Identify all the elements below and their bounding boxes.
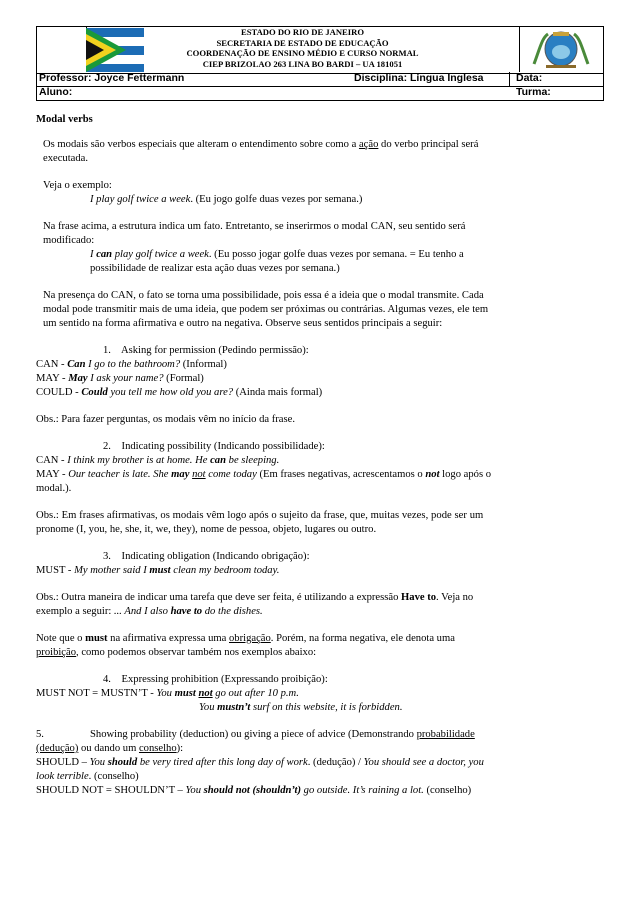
section-1-obs: Obs.: Para fazer perguntas, os modais vêm no início da frase. <box>36 414 295 425</box>
coat-of-arms-logo <box>526 28 596 70</box>
student-label: Aluno: <box>39 86 73 98</box>
example-1: I play golf twice a week. (Eu jogo golfe duas vezes por semana.) <box>90 194 363 205</box>
header-line-3: COORDENAÇÃO DE ENSINO MÉDIO E CURSO NORMAL <box>186 48 419 59</box>
section-3-obs-line-1: Obs.: Outra maneira de indicar uma tarefa que deve ser feita, é utilizando a expressão Have to. Veja no <box>36 592 474 603</box>
intro-paragraph-3-line-3: um sentido na forma afirmativa e outro na negativa. Observe seus sentidos principais a seguir: <box>43 318 443 329</box>
section-5-line-should-not: SHOULD NOT = SHOULDN’T – You should not (shouldn’t) go outside. It’s raining a lot. (conselho) <box>36 785 472 796</box>
class-label: Turma: <box>516 86 551 98</box>
section-1-line-could: COULD - Could you tell me how old you are? (Ainda mais formal) <box>36 387 323 398</box>
example-label: Veja o exemplo: <box>43 180 112 191</box>
intro-paragraph-3-line-2: modal pode transmitir mais de uma ideia, que podem ser próximas ou contrárias. Algumas vezes, ele tem <box>43 304 489 315</box>
header-divider-right <box>519 26 520 72</box>
section-3-heading: 3. Indicating obligation (Indicando obrigação): <box>103 551 310 562</box>
section-3-obs-line-2: exemplo a seguir: ... And I also have to do the dishes. <box>36 606 263 617</box>
section-2-obs-line-1: Obs.: Em frases afirmativas, os modais vêm logo após o sujeito da frase, que, muitas vezes, pode ser um <box>36 510 484 521</box>
section-2-line-can: CAN - I think my brother is at home. He can be sleeping. <box>36 455 280 466</box>
section-3-line-must: MUST - My mother said I must clean my bedroom today. <box>36 565 280 576</box>
section-5-line-should-2: look terrible. (conselho) <box>36 771 139 782</box>
section-4-heading: 4. Expressing prohibition (Expressando proibição): <box>103 674 328 685</box>
intro-paragraph-1-line-1: Os modais são verbos especiais que alteram o entendimento sobre como a ação do verbo principal será <box>43 139 479 150</box>
discipline-label: Disciplina: Língua Inglesa <box>354 72 484 84</box>
section-3-note-line-2: proibição, como podemos observar também nos exemplos abaixo: <box>36 647 317 658</box>
section-2-obs-line-2: pronome (I, you, he, she, it, we, they), nome de pessoa, objeto, lugares ou outro. <box>36 524 377 535</box>
section-5-line-should: SHOULD – You should be very tired after this long day of work. (dedução) / You should see a doctor, you <box>36 757 484 768</box>
intro-paragraph-2-line-1: Na frase acima, a estrutura indica um fato. Entretanto, se inserirmos o modal CAN, seu sentido será <box>43 221 466 232</box>
section-5-heading-line-1: Showing probability (deduction) ou giving a piece of advice (Demonstrando probabilidade <box>90 729 475 740</box>
date-label: Data: <box>516 72 543 84</box>
example-2-line-2: possibilidade de realizar esta ação duas vezes por semana.) <box>90 263 340 274</box>
section-3-note-line-1: Note que o must na afirmativa expressa uma obrigação. Porém, na forma negativa, ele denota uma <box>36 633 455 644</box>
section-1-line-may: MAY - May I ask your name? (Formal) <box>36 373 204 384</box>
section-4-line-1: MUST NOT = MUSTN’T - You must not go out after 10 p.m. <box>36 688 299 699</box>
section-1-line-can: CAN - Can I go to the bathroom? (Informal) <box>36 359 227 370</box>
section-2-heading: 2. Indicating possibility (Indicando possibilidade): <box>103 441 325 452</box>
section-5-number: 5. <box>36 729 44 740</box>
page-title: Modal verbs <box>36 114 93 125</box>
section-4-line-2: You mustn’t surf on this website, it is forbidden. <box>199 702 403 713</box>
section-5-heading-line-2: (dedução) ou dando um conselho): <box>36 743 184 754</box>
header-line-2: SECRETARIA DE ESTADO DE EDUCAÇÃO <box>216 37 389 48</box>
header-text <box>86 27 519 69</box>
header-line-1: ESTADO DO RIO DE JANEIRO <box>240 27 365 37</box>
header-line-4: CIEP BRIZOLAO 263 LINA BO BARDI – UA 181051 <box>202 58 403 69</box>
info-row-1-divider <box>509 72 510 87</box>
example-2-line-1: I can play golf twice a week. (Eu posso jogar golfe duas vezes por semana. = Eu tenho a <box>90 249 464 260</box>
section-2-line-may: MAY - Our teacher is late. She may not come today (Em frases negativas, acrescentamos o not logo após o <box>36 469 492 480</box>
section-2-line-3: modal.). <box>36 483 72 494</box>
section-1-heading: 1. Asking for permission (Pedindo permissão): <box>103 345 309 356</box>
intro-paragraph-2-line-2: modificado: <box>43 235 95 246</box>
intro-paragraph-1-line-2: executada. <box>43 153 88 164</box>
professor-label: Professor: Joyce Fettermann <box>39 72 185 84</box>
intro-paragraph-3-line-1: Na presença do CAN, o fato se torna uma possibilidade, pois essa é a ideia que o modal transmite. Cada <box>43 290 484 301</box>
